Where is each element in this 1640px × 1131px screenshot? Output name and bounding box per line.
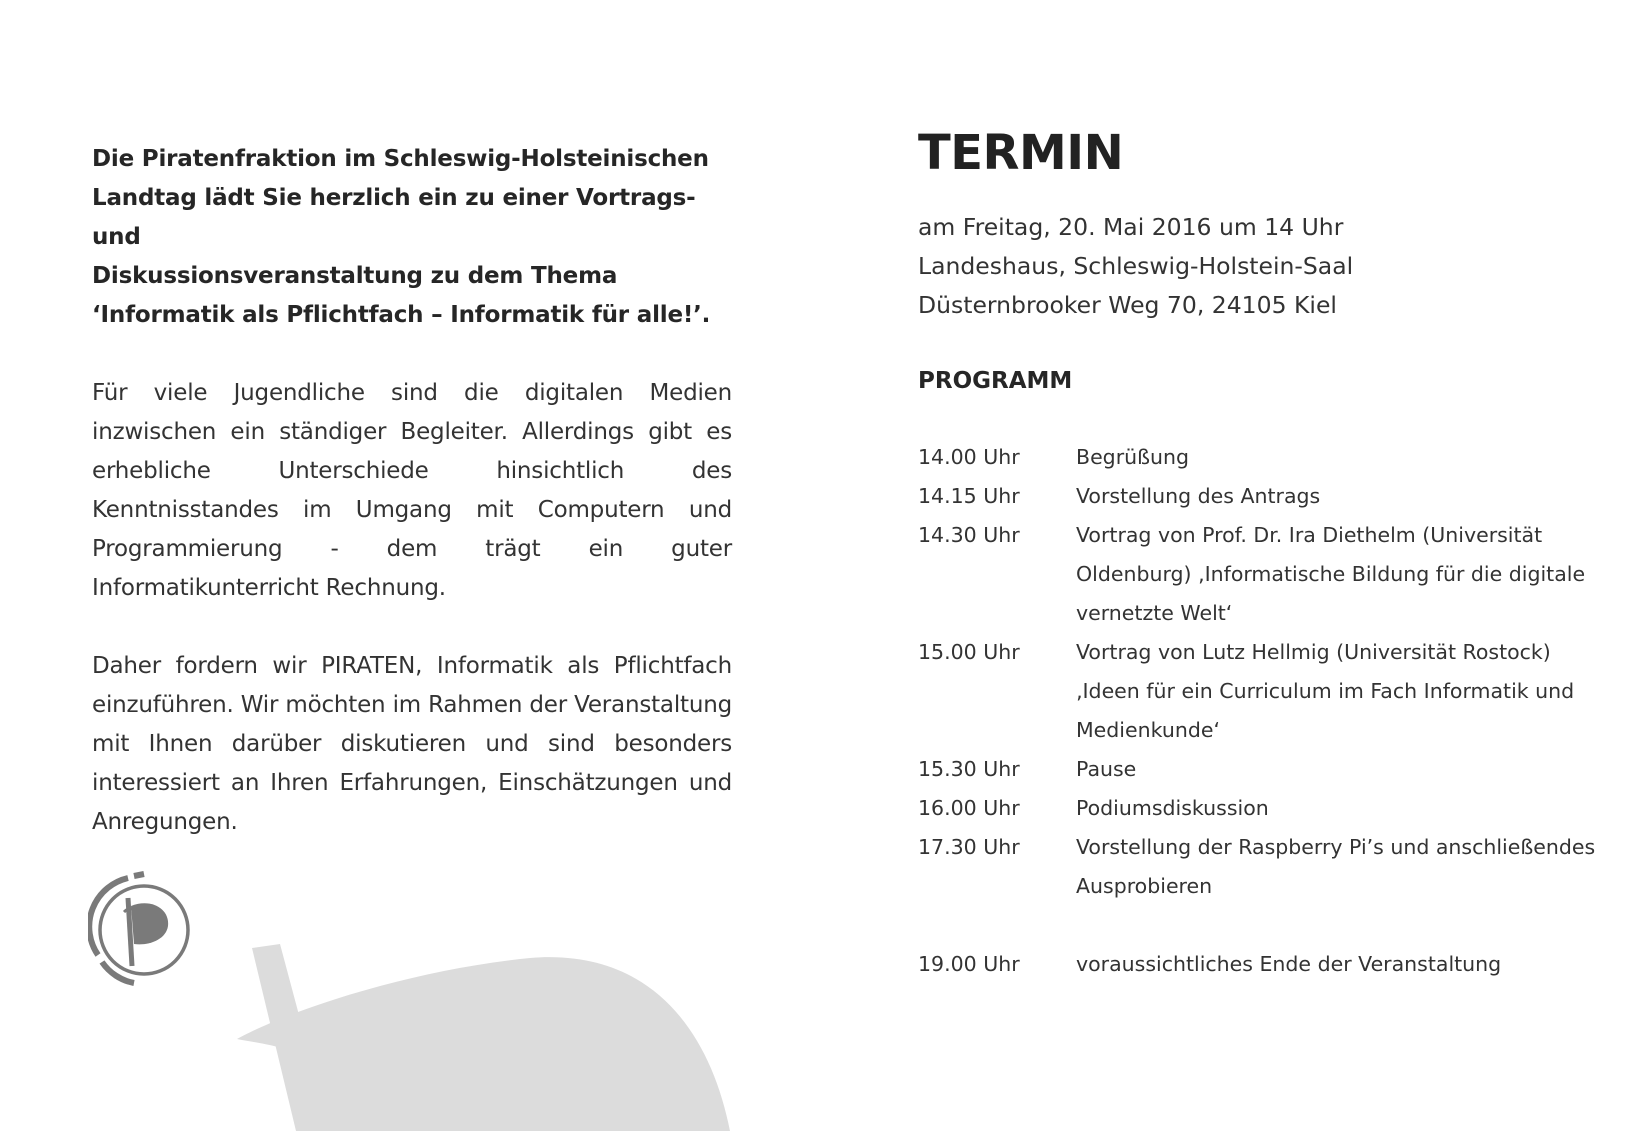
schedule-time: 15.00 Uhr: [918, 640, 1020, 664]
schedule-time: 19.00 Uhr: [918, 952, 1020, 976]
schedule-list: [918, 438, 1608, 984]
event-address: Düsternbrooker Weg 70, 24105 Kiel: [918, 291, 1337, 319]
paragraph-demand: Daher fordern wir PIRATEN, Informatik als Pflichtfach einzuführen. Wir möchten im Rahmen der Veranstaltung mit Ihnen darüber diskutieren und sind besonders interessiert an Ihren Erfahrungen, Einschätzungen und Anregungen.: [92, 653, 732, 835]
invitation-intro: [92, 140, 732, 335]
event-venue: Landeshaus, Schleswig-Holstein-Saal: [918, 252, 1354, 280]
schedule-time: 14.30 Uhr: [918, 523, 1020, 547]
schedule-time: 17.30 Uhr: [918, 835, 1020, 859]
schedule-item: Podiumsdiskussion: [1076, 796, 1269, 820]
intro-line: Die Piratenfraktion im Schleswig-Holsteinischen: [92, 146, 709, 172]
schedule-item: Pause: [1076, 757, 1137, 781]
schedule-time: 14.00 Uhr: [918, 445, 1020, 469]
schedule-item: Vortrag von Lutz Hellmig (Universität Rostock) ‚Ideen für ein Curriculum im Fach Informatik und Medienkunde‘: [1076, 640, 1575, 742]
schedule-row: [918, 945, 1608, 984]
intro-line: Diskussionsveranstaltung zu dem Thema: [92, 263, 618, 289]
termin-title: TERMIN: [918, 125, 1124, 181]
pirate-sail-watermark-icon: [230, 940, 750, 1131]
paragraph-media: Für viele Jugendliche sind die digitalen Medien inzwischen ein ständiger Begleiter. Allerdings gibt es erhebliche Unterschiede hinsichtlich des Kenntnisstandes im Umgang mit Computern und Programmierung - dem trägt ein guter Informatikunterricht Rechnung.: [92, 380, 732, 601]
schedule-row: [918, 750, 1608, 789]
schedule-row: [918, 477, 1608, 516]
invitation-text-column: [92, 140, 732, 842]
schedule-row: [918, 438, 1608, 477]
pirate-party-logo-icon: [88, 870, 198, 986]
schedule-item: voraussichtliches Ende der Veranstaltung: [1076, 952, 1502, 976]
schedule-item: Vorstellung der Raspberry Pi’s und anschließendes Ausprobieren: [1076, 835, 1596, 898]
intro-line: ‘Informatik als Pflichtfach – Informatik für alle!’.: [92, 302, 711, 328]
schedule-time: 14.15 Uhr: [918, 484, 1020, 508]
termin-column: [918, 120, 1608, 984]
schedule-time: 15.30 Uhr: [918, 757, 1020, 781]
schedule-row: [918, 789, 1608, 828]
intro-line: Landtag lädt Sie herzlich ein zu einer Vortrags- und: [92, 185, 696, 250]
programm-heading: PROGRAMM: [918, 368, 1073, 394]
event-date: am Freitag, 20. Mai 2016 um 14 Uhr: [918, 213, 1344, 241]
event-details: [918, 208, 1608, 325]
schedule-row: [918, 828, 1608, 906]
schedule-item: Vortrag von Prof. Dr. Ira Diethelm (Universität Oldenburg) ‚Informatische Bildung für die digitale vernetzte Welt‘: [1076, 523, 1586, 625]
schedule-item: Vorstellung des Antrags: [1076, 484, 1321, 508]
schedule-time: 16.00 Uhr: [918, 796, 1020, 820]
schedule-row: [918, 633, 1608, 750]
schedule-row: [918, 516, 1608, 633]
schedule-item: Begrüßung: [1076, 445, 1190, 469]
